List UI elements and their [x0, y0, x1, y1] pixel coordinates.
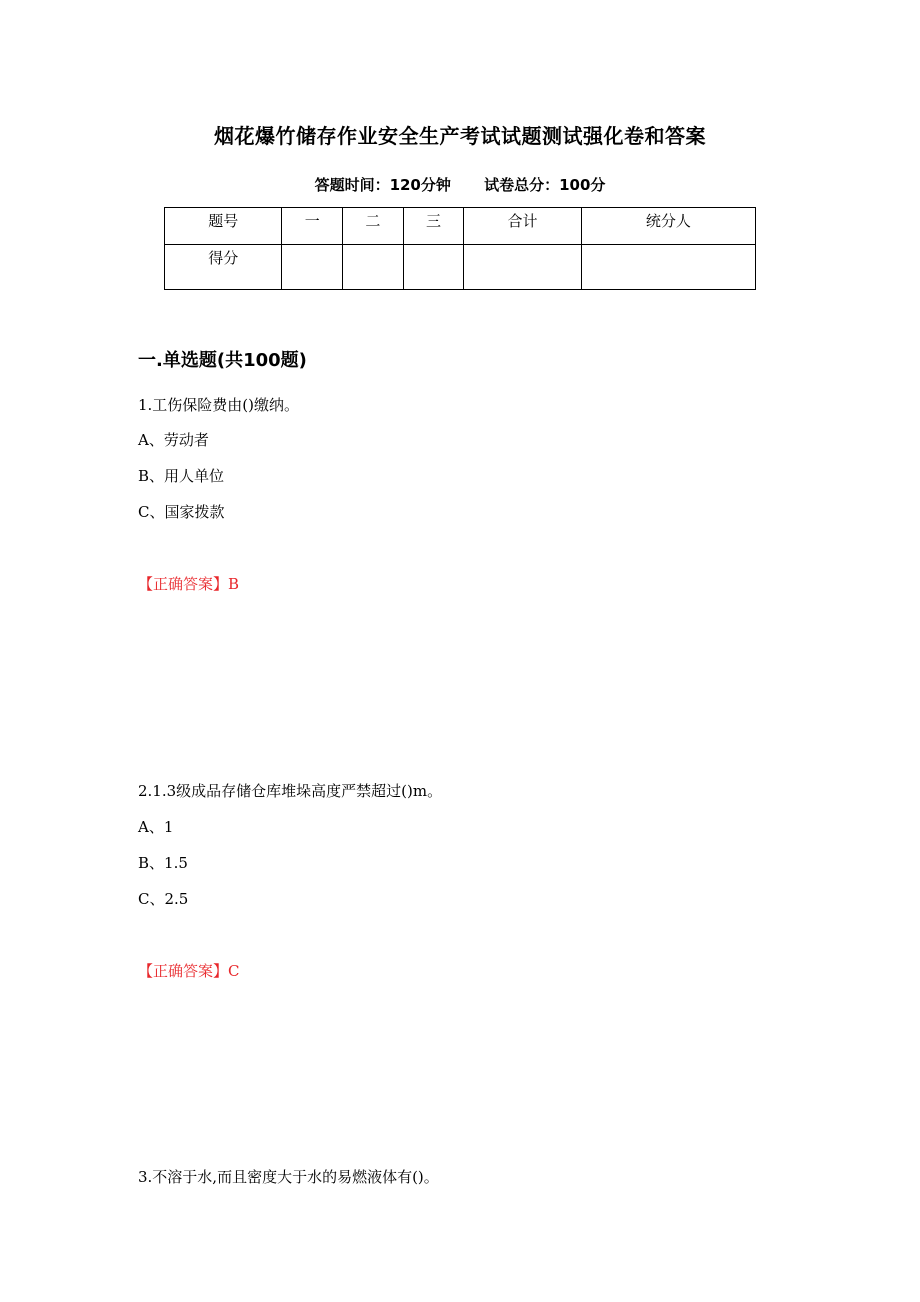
- question-option: C、2.5: [138, 890, 189, 908]
- score-table-header-row: [165, 208, 756, 245]
- score-row-label: 得分: [165, 245, 282, 290]
- score-cell: [282, 245, 343, 290]
- score-table-header-cell: 三: [403, 208, 464, 245]
- question-option: B、1.5: [138, 854, 188, 872]
- score-table-header-cell: 题号: [165, 208, 282, 245]
- score-cell: [581, 245, 755, 290]
- score-cell: [343, 245, 404, 290]
- question-option: A、劳动者: [138, 431, 209, 449]
- exam-time: 答题时间：120分钟: [314, 176, 451, 194]
- score-table-header-cell: 统分人: [581, 208, 755, 245]
- score-table-header-cell: 二: [343, 208, 404, 245]
- score-table-header-cell: 合计: [464, 208, 581, 245]
- question-stem: 2.1.3级成品存储仓库堆垛高度严禁超过()m。: [138, 782, 443, 800]
- question-option: A、1: [138, 818, 174, 836]
- total-score: 试卷总分：100分: [484, 176, 606, 194]
- question-stem: 3.不溶于水,而且密度大于水的易燃液体有()。: [138, 1168, 439, 1186]
- score-cell: [403, 245, 464, 290]
- correct-answer: 【正确答案】C: [138, 962, 240, 980]
- score-table: [164, 207, 756, 290]
- correct-answer: 【正确答案】B: [138, 575, 240, 593]
- question-option: B、用人单位: [138, 467, 225, 485]
- section-heading: 一.单选题(共100题): [138, 350, 307, 371]
- document-title: 烟花爆竹储存作业安全生产考试试题测试强化卷和答案: [214, 124, 706, 148]
- score-table-score-row: [165, 245, 756, 290]
- question-option: C、国家拨款: [138, 503, 225, 521]
- score-table-header-cell: 一: [282, 208, 343, 245]
- score-cell: [464, 245, 581, 290]
- question-stem: 1.工伤保险费由()缴纳。: [138, 396, 300, 414]
- exam-meta: [0, 174, 920, 195]
